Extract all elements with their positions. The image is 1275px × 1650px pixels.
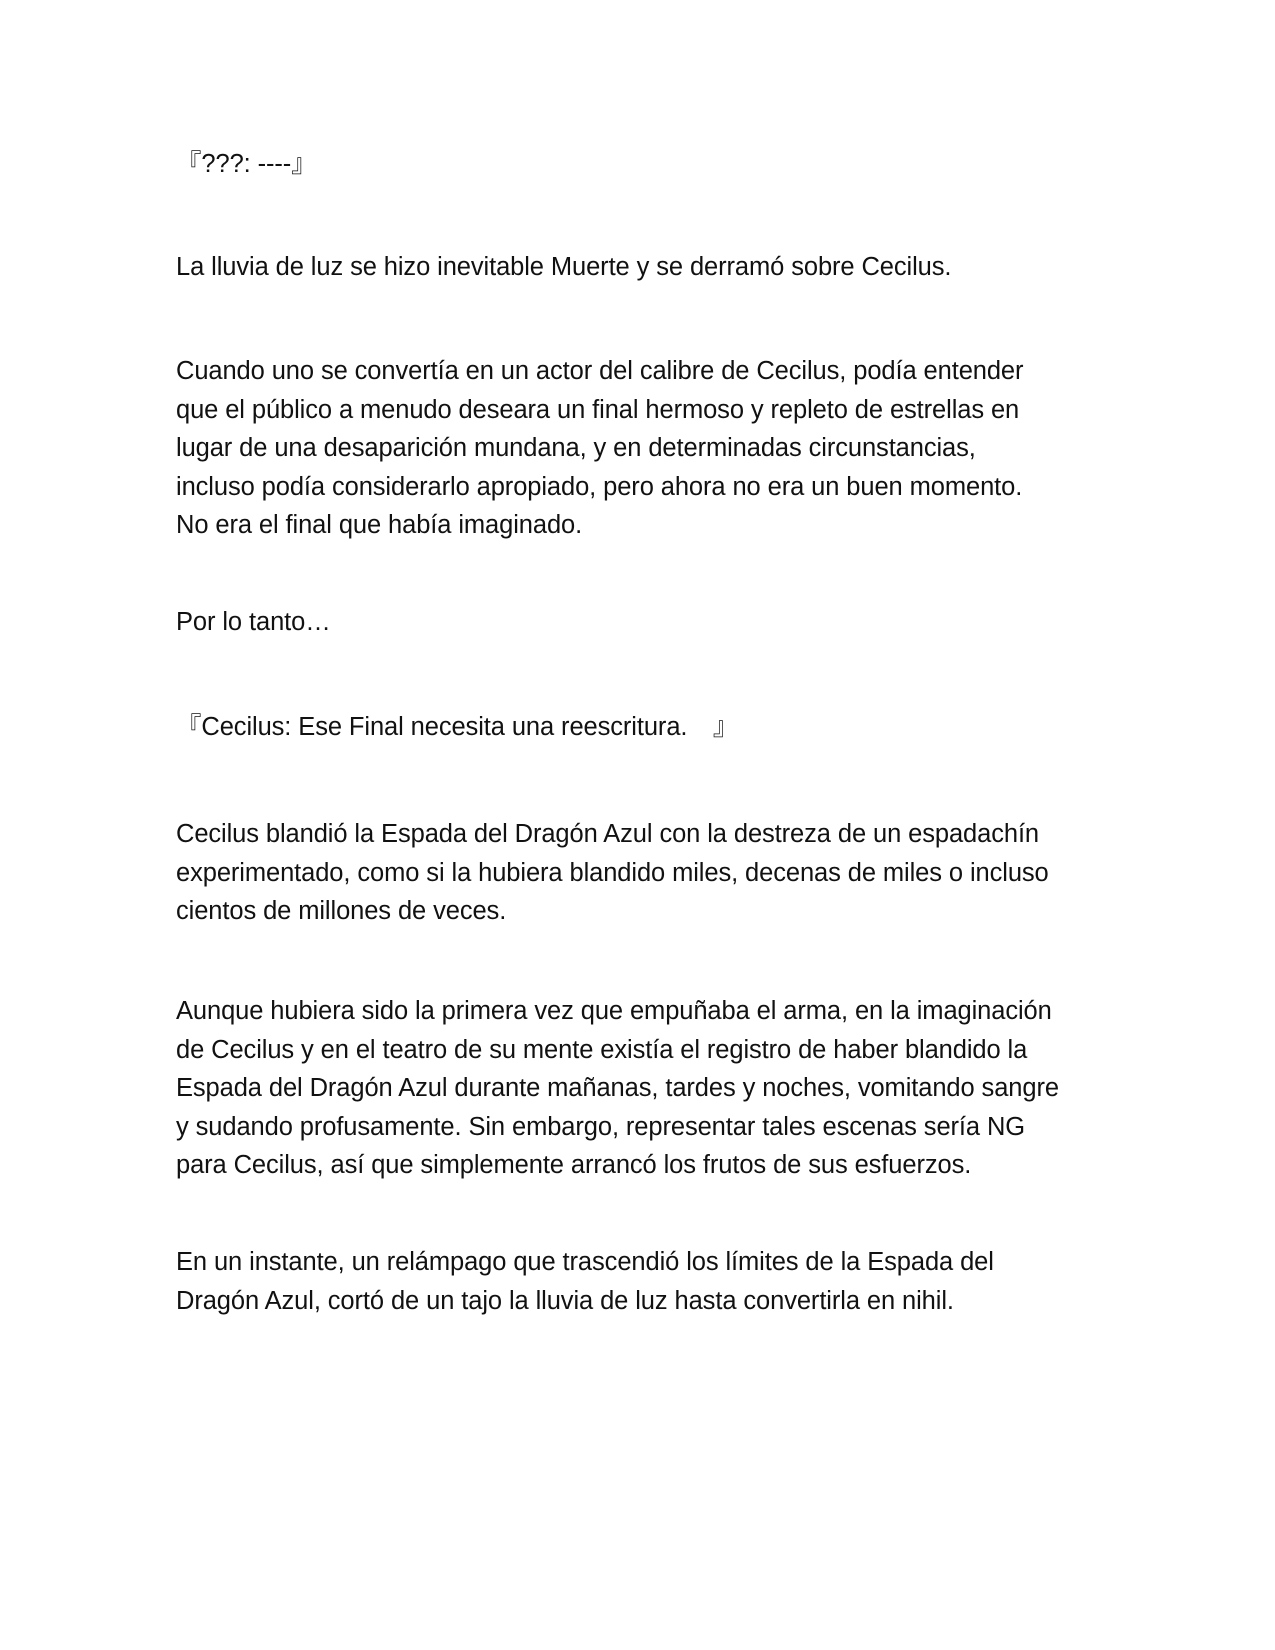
- text-line: En un instante, un relámpago que trascendió los límites de la Espada del: [176, 1248, 994, 1276]
- paragraph-imagination: [176, 992, 1106, 1185]
- dialogue-unknown-speaker: [176, 145, 1106, 184]
- text-line: que el público a menudo deseara un final hermoso y repleto de estrellas en: [176, 395, 1020, 424]
- text-line: Dragón Azul, cortó de un tajo la lluvia de luz hasta convertirla en nihil.: [176, 1286, 954, 1315]
- text-line: de Cecilus y en el teatro de su mente existía el registro de haber blandido la: [176, 1035, 1028, 1064]
- paragraph-light-rain: [176, 248, 1106, 287]
- paragraph-sword-swing: [176, 815, 1106, 931]
- text-line: para Cecilus, así que simplemente arrancó los frutos de sus esfuerzos.: [176, 1151, 972, 1179]
- text-line: cientos de millones de veces.: [176, 897, 507, 925]
- text-line: No era el final que había imaginado.: [176, 511, 583, 539]
- paragraph-actor-caliber: [176, 352, 1106, 545]
- text-line: Aunque hubiera sido la primera vez que empuñaba el arma, en la imaginación: [176, 997, 1052, 1025]
- text-line: Cuando uno se convertía en un actor del calibre de Cecilus, podía entender: [176, 357, 1024, 385]
- text-line: La lluvia de luz se hizo inevitable Muerte y se derramó sobre Cecilus.: [176, 253, 952, 281]
- text-line: Cecilus blandió la Espada del Dragón Azul con la destreza de un espadachín: [176, 820, 1040, 848]
- text-line: incluso podía considerarlo apropiado, pero ahora no era un buen momento.: [176, 472, 1023, 501]
- text-line: 『???: ----』: [176, 150, 317, 178]
- dialogue-cecilus: [176, 708, 1106, 747]
- text-line: Por lo tanto…: [176, 608, 331, 636]
- paragraph-lightning: [176, 1243, 1106, 1320]
- text-line: lugar de una desaparición mundana, y en determinadas circunstancias,: [176, 434, 976, 462]
- text-line: 『Cecilus: Ese Final necesita una reescritura. 』: [176, 713, 739, 741]
- text-line: experimentado, como si la hubiera blandido miles, decenas de miles o incluso: [176, 858, 1049, 887]
- paragraph-therefore: [176, 603, 1106, 642]
- text-line: y sudando profusamente. Sin embargo, representar tales escenas sería NG: [176, 1112, 1026, 1141]
- text-line: Espada del Dragón Azul durante mañanas, tardes y noches, vomitando sangre: [176, 1074, 1059, 1102]
